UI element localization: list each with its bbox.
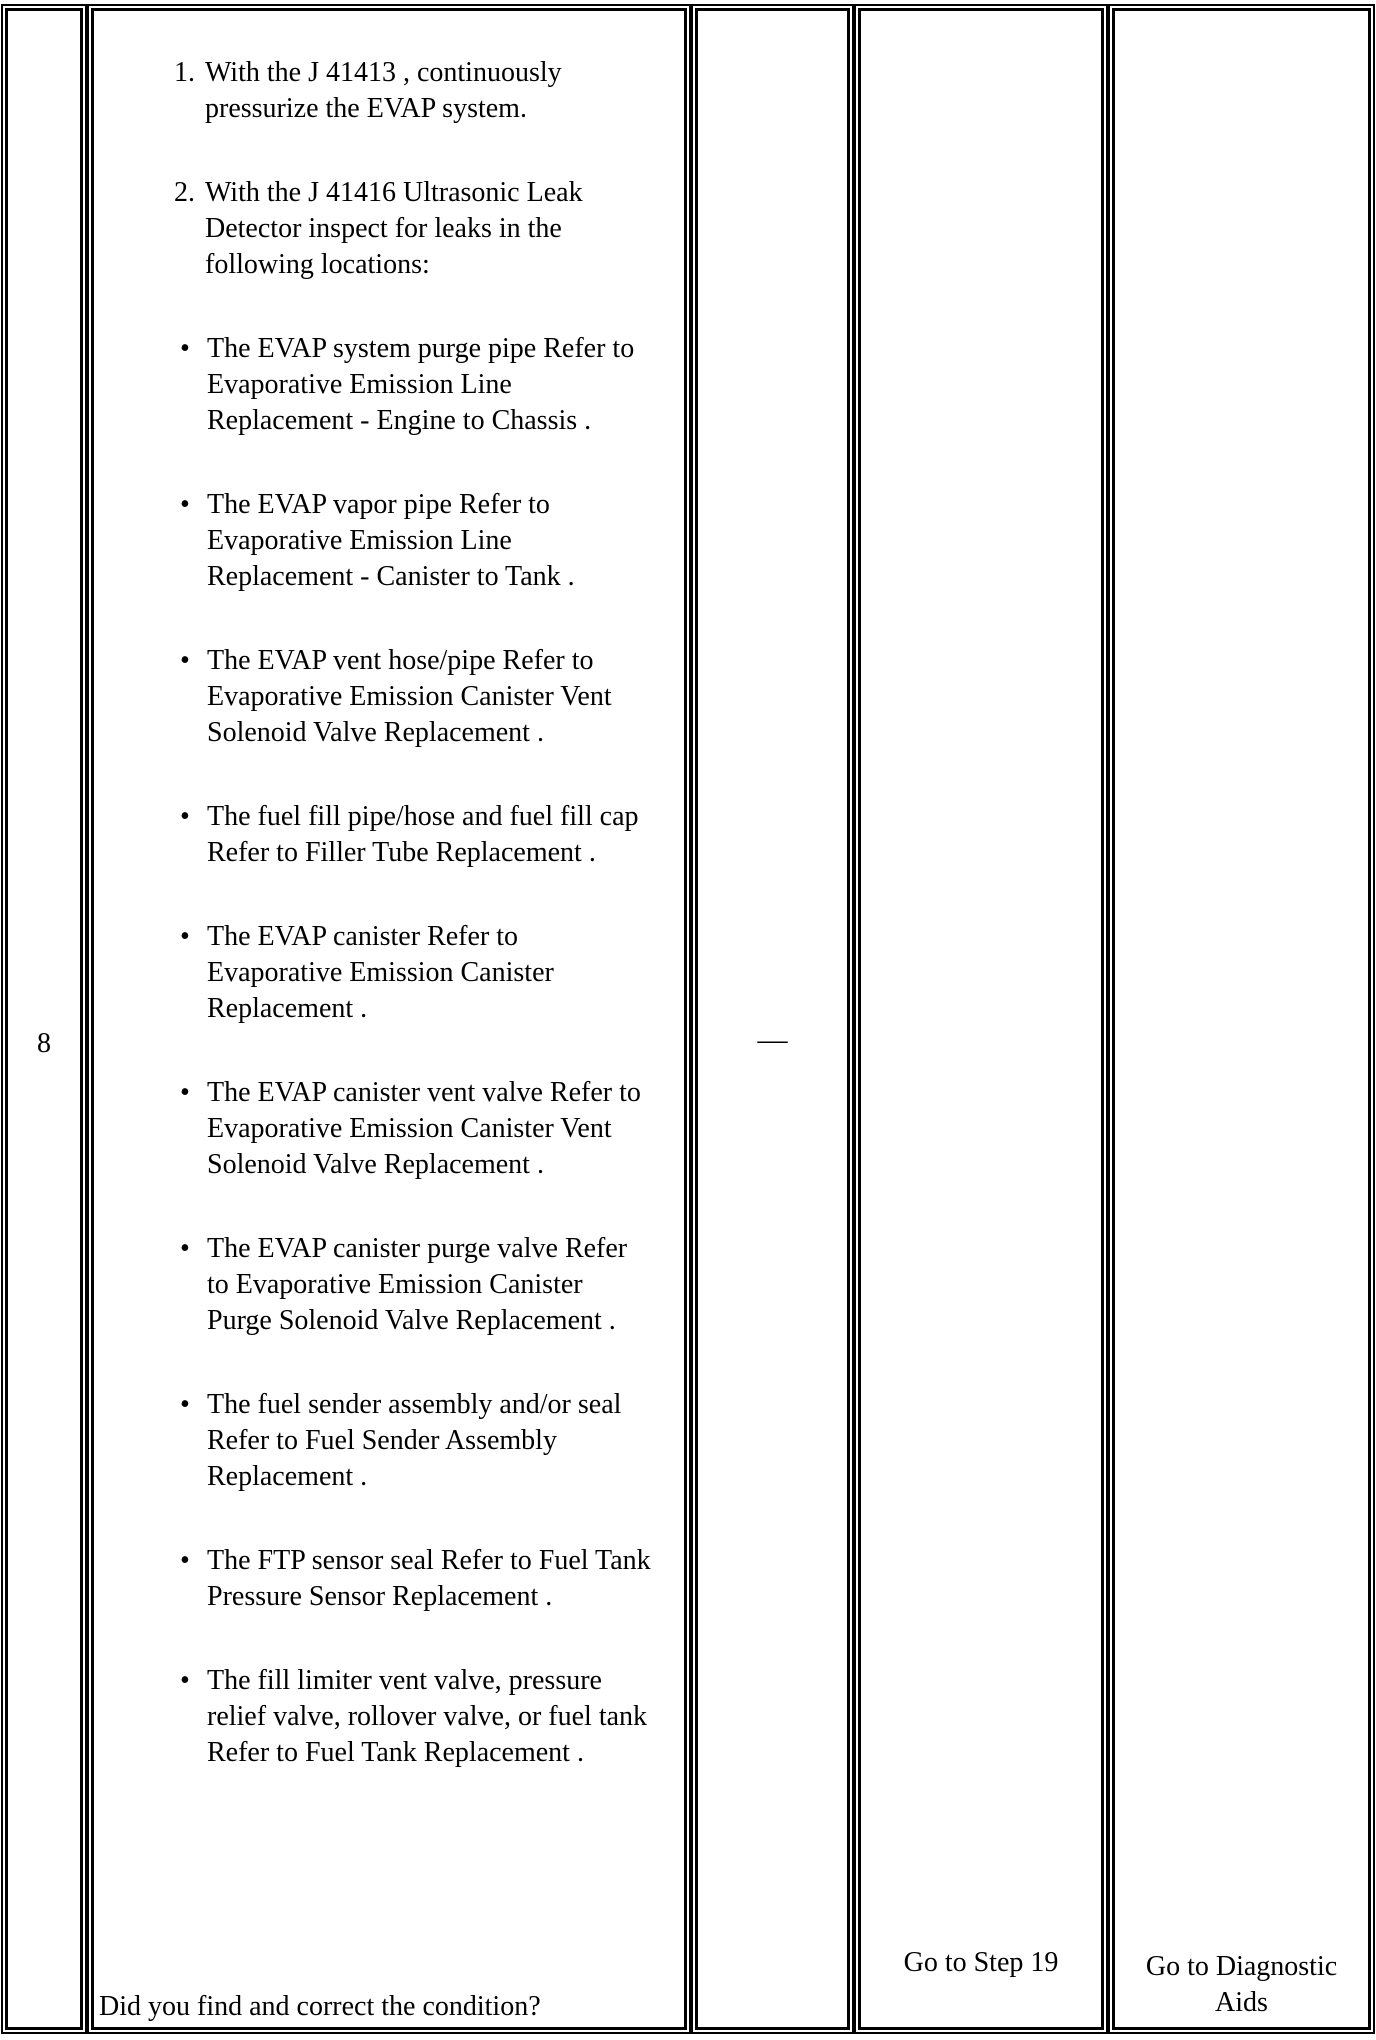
- bullet-item: [94, 487, 684, 595]
- bullet-text: The EVAP system purge pipe Refer to Evaporative Emission Line Replacement - Engine to Chassis .: [207, 333, 635, 436]
- bullet-icon: •: [180, 1665, 190, 1696]
- bullet-item: [94, 799, 684, 871]
- bullet-text: The EVAP vent hose/pipe Refer to Evaporative Emission Canister Vent Solenoid Valve Replacement .: [207, 645, 612, 748]
- question-text: Did you find and correct the condition?: [99, 1991, 541, 2022]
- bullet-icon: •: [180, 1077, 190, 1108]
- step-text: With the J 41413 , continuously pressurize the EVAP system.: [205, 57, 562, 124]
- bullet-icon: •: [180, 1545, 190, 1576]
- bullet-text: The EVAP canister vent valve Refer to Evaporative Emission Canister Vent Solenoid Valve Replacement .: [207, 1077, 641, 1180]
- numbered-step: [94, 55, 684, 127]
- bullet-item: [94, 1231, 684, 1339]
- step-cell: [5, 8, 83, 2030]
- bullet-text: The fuel sender assembly and/or seal Refer to Fuel Sender Assembly Replacement .: [207, 1389, 622, 1492]
- step-text: With the J 41416 Ultrasonic Leak Detector inspect for leaks in the following locations:: [205, 177, 583, 280]
- bullet-item: [94, 919, 684, 1027]
- bullet-item: [94, 1543, 684, 1615]
- bullet-item: [94, 1387, 684, 1495]
- bullet-item: [94, 1075, 684, 1183]
- no-cell: [1112, 8, 1371, 2030]
- step-number: 8: [37, 1028, 51, 1059]
- bullet-item: [94, 1663, 684, 1771]
- bullet-text: The EVAP canister purge valve Refer to Evaporative Emission Canister Purge Solenoid Valve Replacement .: [207, 1233, 628, 1336]
- bullet-item: [94, 331, 684, 439]
- step-index: 2.: [174, 177, 195, 208]
- bullet-icon: •: [180, 921, 190, 952]
- bullet-icon: •: [180, 1389, 190, 1420]
- bullet-icon: •: [180, 1233, 190, 1264]
- bullet-icon: •: [180, 333, 190, 364]
- value-cell: [695, 8, 850, 2030]
- bullet-text: The EVAP vapor pipe Refer to Evaporative Emission Line Replacement - Canister to Tank .: [207, 489, 575, 592]
- numbered-step: [94, 175, 684, 283]
- yes-action-link[interactable]: Go to Step 19: [903, 1947, 1059, 1978]
- bullet-text: The EVAP canister Refer to Evaporative Emission Canister Replacement .: [207, 921, 554, 1024]
- bullet-text: The fill limiter vent valve, pressure relief valve, rollover valve, or fuel tank Refer to Fuel Tank Replacement .: [207, 1665, 648, 1768]
- bullet-text: The FTP sensor seal Refer to Fuel Tank Pressure Sensor Replacement .: [207, 1545, 651, 1612]
- bullet-text: The fuel fill pipe/hose and fuel fill cap Refer to Filler Tube Replacement .: [207, 801, 639, 868]
- step-index: 1.: [174, 57, 195, 88]
- yes-cell: [858, 8, 1104, 2030]
- bullet-icon: •: [180, 801, 190, 832]
- action-list: [94, 55, 684, 1819]
- action-cell: [91, 8, 687, 2030]
- bullet-item: [94, 643, 684, 751]
- no-action-link[interactable]: Go to Diagnostic Aids: [1145, 1951, 1338, 2018]
- bullet-icon: •: [180, 489, 190, 520]
- value-text: —: [757, 1023, 788, 1056]
- bullet-icon: •: [180, 645, 190, 676]
